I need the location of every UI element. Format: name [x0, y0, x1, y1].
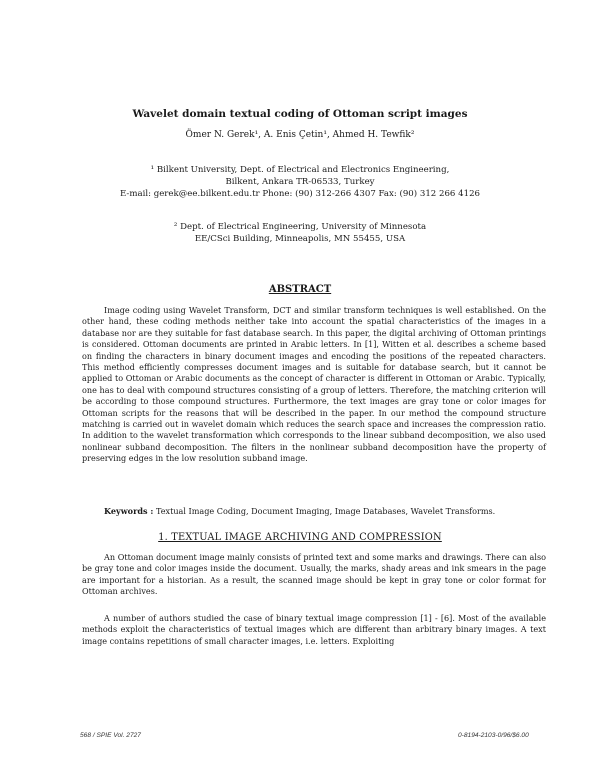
section-1-paragraph-1: An Ottoman document image mainly consists of printed text and some marks and drawings. There can also be gray tone and color images inside the document. Usually, the marks, shady areas and ink smears in the page are important for a historian. As a result, the scanned image should be kept in gray tone or color format for Ottoman archives.	[82, 552, 546, 597]
affiliation-1-line-2: Bilkent, Ankara TR-06533, Turkey	[225, 177, 375, 187]
affiliation-1-line-1: ¹ Bilkent University, Dept. of Electrical and Electronics Engineering,	[150, 165, 450, 175]
footer-page-reference: 568 / SPIE Vol. 2727	[80, 732, 141, 739]
abstract-text: Image coding using Wavelet Transform, DCT and similar transform techniques is well established. On the other hand, these coding methods neither take into account the spatial characteristics of the images in a database nor are they suitable for fast database search. In this paper, the digital archiving of Ottoman printings is considered. Ottoman documents are printed in Arabic letters. In [1], Witten et al. describes a scheme based on finding the characters in binary document images and encoding the positions of the repeated characters. This method efficiently compresses document images and is suitable for database search, but it cannot be applied to Ottoman or Arabic documents as the concept of character is different in Ottoman or Arabic. Typically, one has to deal with compound structures consisting of a group of letters. Therefore, the matching criterion will be according to those compound structures. Furthermore, the text images are gray tone or color images for Ottoman scripts for the reasons that will be described in the paper. In our method the compound structure matching is carried out in wavelet domain which reduces the search space and increases the compression ratio. In addition to the wavelet transformation which corresponds to the linear subband decomposition, we also used nonlinear subband decomposition. The filters in the nonlinear subband decomposition have the property of preserving edges in the low resolution subband image.	[82, 305, 546, 464]
section-1-paragraph-2: A number of authors studied the case of binary textual image compression [1] - [6]. Most of the available methods exploit the characteristics of textual images which are different than arbitrary binary images. A text image contains repetitions of small character images, i.e. letters. Exploiting	[82, 613, 546, 646]
keywords-line	[104, 506, 495, 516]
affiliation-2-line-2: EE/CSci Building, Minneapolis, MN 55455, USA	[194, 234, 406, 244]
keywords-text: Textual Image Coding, Document Imaging, Image Databases, Wavelet Transforms.	[155, 506, 496, 516]
footer-isbn-price: 0-8194-2103-0/96/$6.00	[458, 732, 529, 739]
affiliation-1-contact: E-mail: gerek@ee.bilkent.edu.tr Phone: (90) 312-266 4307 Fax: (90) 312 266 4126	[119, 189, 481, 199]
keywords-label: Keywords :	[104, 506, 154, 516]
abstract-heading: ABSTRACT	[268, 284, 332, 295]
affiliation-2-line-1: ² Dept. of Electrical Engineering, University of Minnesota	[173, 222, 427, 232]
section-1-heading: 1. TEXTUAL IMAGE ARCHIVING AND COMPRESSION	[158, 532, 442, 543]
paper-title: Wavelet domain textual coding of Ottoman script images	[132, 108, 468, 120]
paper-authors: Ömer N. Gerek¹, A. Enis Çetin¹, Ahmed H. Tewfik²	[185, 130, 415, 140]
